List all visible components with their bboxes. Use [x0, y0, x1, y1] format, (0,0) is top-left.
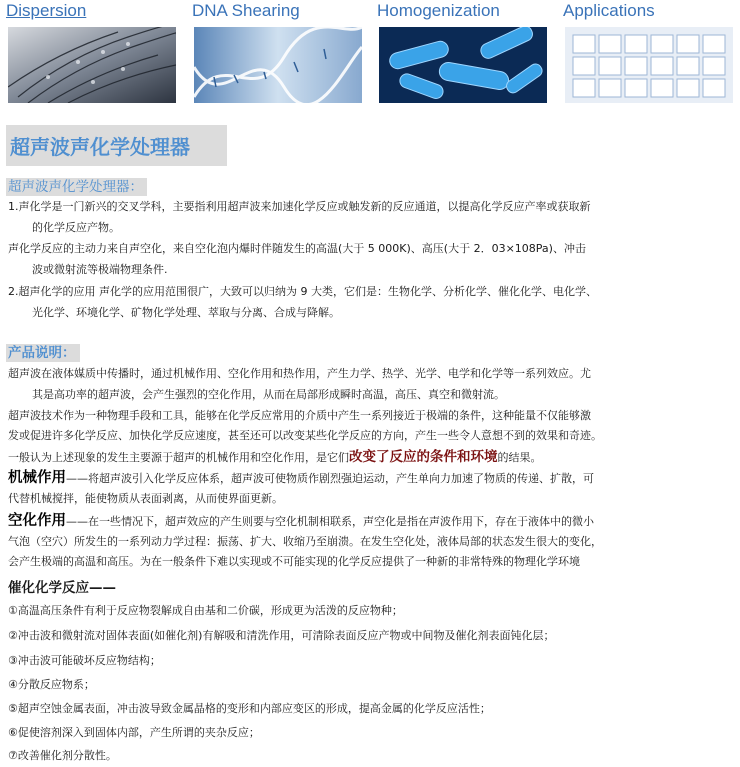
page-title-box — [6, 125, 227, 166]
section1-line: 波或微射流等极端物理条件. — [32, 263, 168, 276]
catalysis-item: ⑦改善催化剂分散性。 — [8, 749, 117, 762]
catalysis-item: ⑤超声空蚀金属表面，冲击波导致金属晶格的变形和内部应变区的形成，提高金属的化学反应活性； — [8, 702, 491, 715]
cavitation-line — [8, 513, 594, 530]
page-title: 超声波声化学处理器 — [10, 135, 190, 159]
tab-dna-shearing[interactable] — [186, 0, 362, 22]
tab-applications-label[interactable]: Applications — [563, 1, 655, 20]
mechanical-heading: 机械作用 — [8, 470, 66, 486]
cavitation-text: ——在一些情况下，超声效应的产生则要与空化机制相联系，声空化是指在声波作用下，存在于液体中的微小 — [66, 515, 594, 528]
catalysis-item: ②冲击波和微射流对固体表面(如催化剂)有解吸和清洗作用，可清除表面反应产物或中间物及催化剂表面钝化层； — [8, 629, 555, 642]
section2-line: 超声波技术作为一种物理手段和工具，能够在化学反应常用的介质中产生一系列接近于极端的条件，这种能量不仅能够激 — [8, 409, 591, 422]
cavitation-heading: 空化作用 — [8, 513, 66, 529]
catalysis-item: ⑥促使溶剂深入到固体内部，产生所谓的夹杂反应； — [8, 726, 260, 739]
section1-line: 的化学反应产物。 — [32, 221, 120, 234]
nav-tabs — [0, 0, 740, 106]
section1-line: 2.超声化学的应用 声化学的应用范围很广，大致可以归纳为 9 大类，它们是：生物化学、分析化学、催化化学、电化学、 — [8, 285, 597, 298]
mechanical-line: 代替机械搅拌，能使物质从表面剥离，从而使界面更新。 — [8, 492, 283, 505]
conclusion-pre: 一般认为上述现象的发生主要源于超声的机械作用和空化作用，是它们 — [8, 451, 349, 464]
section1-line: 声化学反应的主动力来自声空化，来自空化泡内爆时伴随发生的高温(大于 5 000K)、高压(大于 2．03×108Pa)、冲击 — [8, 242, 586, 255]
catalysis-item: ①高温高压条件有利于反应物裂解成自由基和二价碳，形成更为活泼的反应物种； — [8, 604, 403, 617]
tab-dispersion-label[interactable]: Dispersion — [6, 1, 87, 20]
section2-conclusion — [8, 449, 542, 466]
periodic-table-image[interactable] — [565, 27, 733, 103]
conclusion-emphasis: 改变了反应的条件和环境 — [349, 449, 498, 465]
tab-dna-shearing-label[interactable]: DNA Shearing — [192, 1, 300, 20]
section1-line: 1.声化学是一门新兴的交叉学科，主要指利用超声波来加速化学反应或触发新的反应通道，以提高化学反应产率或获取新 — [8, 200, 591, 213]
cavitation-line: 会产生极端的高温和高压。为在一般条件下难以实现或不可能实现的化学反应提供了一种新的非常特殊的物理化学环境 — [8, 555, 580, 568]
section1-heading: 超声波声化学处理器： — [6, 178, 147, 196]
catalysis-heading: 催化化学反应—— — [8, 580, 116, 596]
section2-line: 发或促进许多化学反应、加快化学反应速度，甚至还可以改变某些化学反应的方向，产生一些令人意想不到的效果和奇迹。 — [8, 429, 602, 442]
section2-line: 超声波在液体媒质中传播时，通过机械作用、空化作用和热作用，产生力学、热学、光学、电学和化学等一系列效应。尤 — [8, 367, 591, 380]
conclusion-post: 的结果。 — [497, 451, 542, 464]
mechanical-text: ——将超声波引入化学反应体系，超声波可使物质作剧烈强迫运动，产生单向力加速了物质的传递、扩散，可 — [66, 472, 594, 485]
section2-line: 其是高功率的超声波，会产生强烈的空化作用，从而在局部形成瞬时高温，高压、真空和微射流。 — [32, 388, 505, 401]
tab-applications[interactable] — [557, 0, 733, 22]
section1-line: 光化学、环境化学、矿物化学处理、萃取与分离、合成与降解。 — [32, 306, 340, 319]
tab-dispersion[interactable] — [0, 0, 176, 22]
nanotube-image[interactable] — [8, 27, 176, 103]
section2-heading: 产品说明： — [6, 344, 80, 362]
tab-homogenization[interactable] — [371, 0, 547, 22]
mechanical-line — [8, 470, 594, 487]
catalysis-item: ④分散反应物系； — [8, 678, 95, 691]
dna-helix-image[interactable] — [194, 27, 362, 103]
tab-homogenization-label[interactable]: Homogenization — [377, 1, 500, 20]
cavitation-line: 气泡（空穴）所发生的一系列动力学过程：振荡、扩大、收缩乃至崩溃。在发生空化处，液体局部的状态发生很大的变化， — [8, 535, 602, 548]
catalysis-item: ③冲击波可能破坏反应物结构； — [8, 654, 161, 667]
bacteria-image[interactable] — [379, 27, 547, 103]
